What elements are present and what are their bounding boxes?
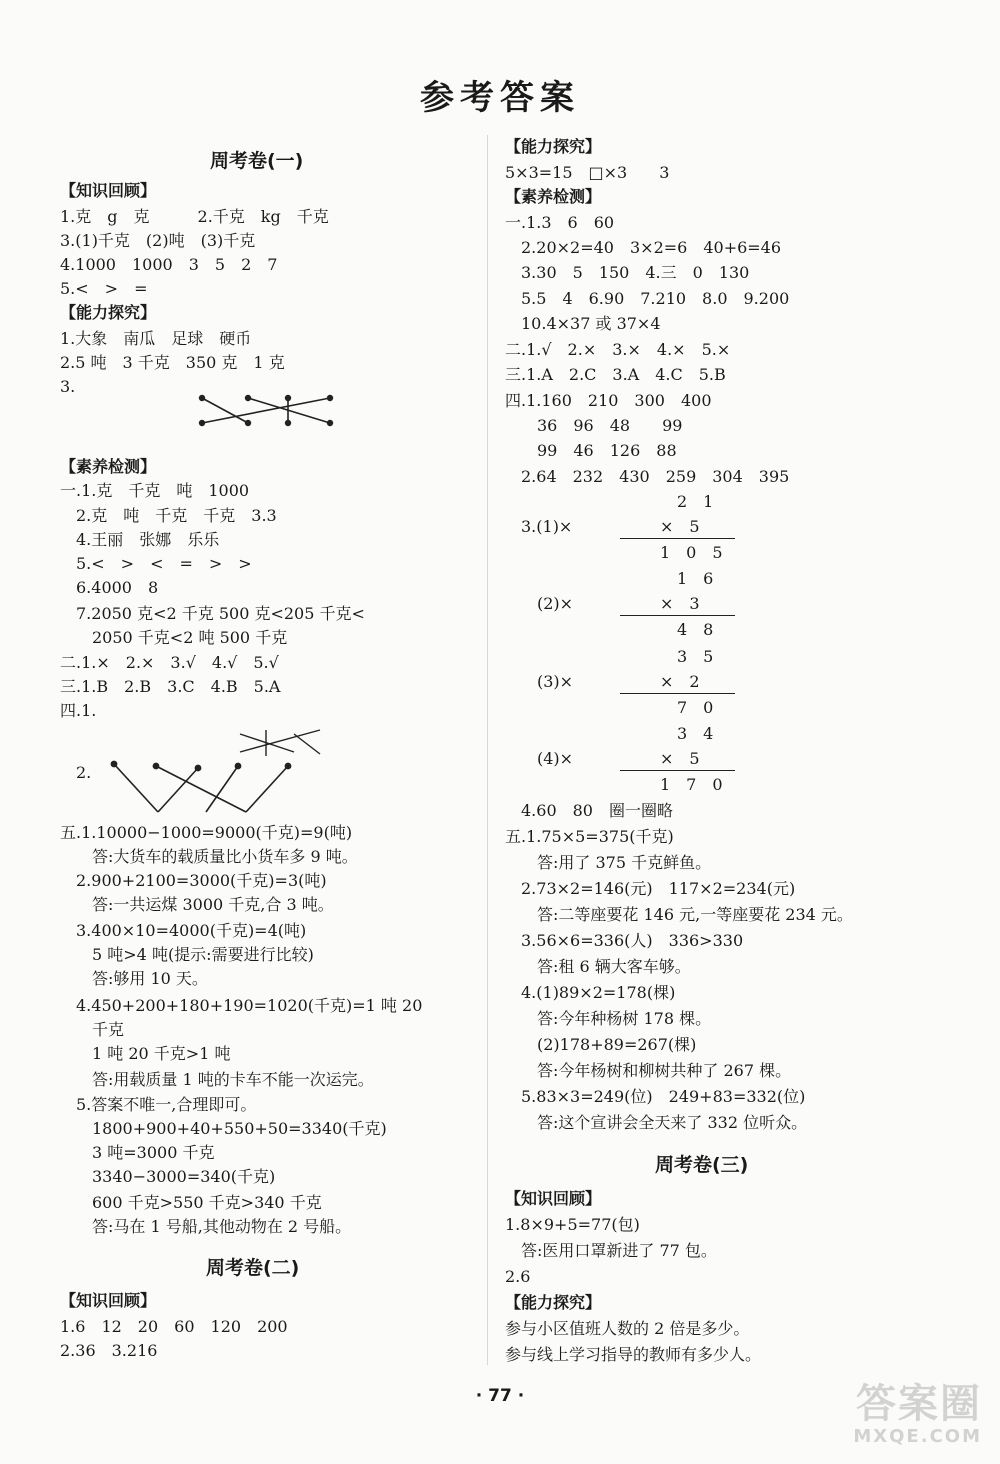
answer-line: 1.6 12 20 60 120 200 (60, 1317, 288, 1336)
calc-label: (4)× (505, 749, 574, 768)
heading-quality-test: 【素养检测】 (505, 187, 602, 206)
answer-line: 2.36 3.216 (60, 1341, 158, 1360)
answer-line: 答:用载质量 1 吨的卡车不能一次运完。 (60, 1070, 374, 1089)
answer-line: 5.83×3=249(位) 249+83=332(位) (505, 1087, 806, 1106)
calc-rule (620, 538, 735, 539)
answer-line: 99 46 126 88 (505, 441, 677, 460)
answer-line: 答:二等座要花 146 元,一等座要花 234 元。 (505, 905, 853, 924)
watermark-logo (832, 1382, 982, 1452)
vertical-calc-row: × 2 (660, 672, 700, 691)
answer-line: 1800+900+40+550+50=3340(千克) (60, 1119, 387, 1138)
answer-line: 参与线上学习指导的教师有多少人。 (505, 1345, 762, 1364)
heading-ability-explore: 【能力探究】 (505, 137, 602, 156)
answer-line: 答:今年杨树和柳树共种了 267 棵。 (505, 1061, 792, 1080)
answer-line: 答:大货车的载质量比小货车多 9 吨。 (60, 847, 358, 866)
answer-line: 4.(1)89×2=178(棵) (505, 983, 676, 1002)
answer-line: 三.1.B 2.B 3.C 4.B 5.A (60, 677, 281, 696)
answer-line: 2.64 232 430 259 304 395 (505, 467, 790, 486)
section-title-week2: 周考卷(二) (206, 1257, 300, 1279)
heading-knowledge-review: 【知识回顾】 (60, 1291, 157, 1310)
answer-line: 5 吨>4 吨(提示:需要进行比较) (60, 945, 314, 964)
heading-quality-test: 【素养检测】 (60, 457, 157, 476)
answer-line: 3.400×10=4000(千克)=4(吨) (60, 921, 307, 940)
page-number: · 77 · (475, 1386, 525, 1406)
answer-line: 四.1. (60, 701, 97, 720)
answer-line: 4.450+200+180+190=1020(千克)=1 吨 20 (60, 996, 423, 1015)
answer-line: 2.900+2100=3000(千克)=3(吨) (60, 871, 327, 890)
answer-line: 2.20×2=40 3×2=6 40+6=46 (505, 238, 782, 257)
answer-line: 3340−3000=340(千克) (60, 1167, 276, 1186)
vertical-calc-row: × 5 (660, 749, 700, 768)
answer-line: 1.克 g 克 2.千克 kg 千克 (60, 207, 329, 226)
answer-line: 答:马在 1 号船,其他动物在 2 号船。 (60, 1217, 352, 1236)
watermark-site: MXQE.COM (853, 1426, 982, 1447)
answer-line: 1.8×9+5=77(包) (505, 1215, 640, 1234)
vertical-calc-row: 3 4 (677, 724, 714, 743)
matching-lines-diagram-2 (236, 726, 326, 758)
answer-line: 2.克 吨 千克 千克 3.3 (60, 506, 277, 525)
heading-knowledge-review: 【知识回顾】 (60, 181, 157, 200)
answer-line: 3. (60, 377, 76, 396)
matching-lines-diagram-1 (200, 395, 340, 430)
vertical-calc-row: 4 8 (677, 620, 714, 639)
answer-line: 4.60 80 圈一圈略 (505, 801, 673, 820)
column-divider (487, 135, 488, 1365)
calc-rule (620, 770, 735, 771)
heading-ability-explore: 【能力探究】 (505, 1293, 602, 1312)
answer-line: 2. (60, 763, 92, 782)
answer-line: 5.5 4 6.90 7.210 8.0 9.200 (505, 289, 790, 308)
answer-line: 5.答案不唯一,合理即可。 (60, 1095, 257, 1114)
calc-label: (3)× (505, 672, 574, 691)
answer-line: 2.6 (505, 1267, 531, 1286)
answer-line: 5.< > < = > > (60, 554, 252, 573)
heading-ability-explore: 【能力探究】 (60, 303, 157, 322)
section-title-week3: 周考卷(三) (655, 1154, 749, 1176)
answer-line: 36 96 48 99 (505, 416, 683, 435)
answer-line: 10.4×37 或 37×4 (505, 314, 661, 333)
heading-knowledge-review: 【知识回顾】 (505, 1189, 602, 1208)
answer-line: 二.1.√ 2.× 3.× 4.× 5.× (505, 340, 731, 359)
answer-line: (2)178+89=267(棵) (505, 1035, 697, 1054)
answer-line: 答:这个宣讲会全天来了 332 位听众。 (505, 1113, 808, 1132)
answer-line: 五.1.75×5=375(千克) (505, 827, 674, 846)
answer-line: 千克 (60, 1020, 125, 1039)
answer-line: 答:医用口罩新进了 77 包。 (505, 1241, 717, 1260)
calc-label: (2)× (505, 594, 574, 613)
answer-line: 2.73×2=146(元) 117×2=234(元) (505, 879, 796, 898)
answer-line: 三.1.A 2.C 3.A 4.C 5.B (505, 365, 726, 384)
connecting-lines-diagram (110, 760, 340, 820)
answer-line: 3.30 5 150 4.三 0 130 (505, 263, 750, 282)
answer-line: 4.王丽 张娜 乐乐 (60, 530, 220, 549)
calc-label: 3.(1)× (505, 517, 573, 536)
answer-line: 3 吨=3000 千克 (60, 1143, 215, 1162)
answer-line: 1.大象 南瓜 足球 硬币 (60, 329, 252, 348)
answer-line: 答:租 6 辆大客车够。 (505, 957, 691, 976)
answer-line: 1 吨 20 千克>1 吨 (60, 1044, 231, 1063)
answer-line: 四.1.160 210 300 400 (505, 391, 712, 410)
answer-line: 4.1000 1000 3 5 2 7 (60, 255, 278, 274)
answer-line: 答:用了 375 千克鲜鱼。 (505, 853, 712, 872)
section-title-week1: 周考卷(一) (210, 150, 304, 172)
answer-line: 3.56×6=336(人) 336>330 (505, 931, 744, 950)
answer-line: 600 千克>550 千克>340 千克 (60, 1193, 322, 1212)
vertical-calc-row: 1 6 (677, 569, 714, 588)
watermark-text: 答案圈 (856, 1381, 982, 1427)
vertical-calc-row: 3 5 (677, 647, 714, 666)
answer-line: 答:够用 10 天。 (60, 969, 208, 988)
vertical-calc-row: 1 0 5 (660, 543, 723, 562)
page-title: 参考答案 (420, 78, 580, 118)
answer-line: 5.< > = (60, 279, 148, 298)
vertical-calc-row: 7 0 (677, 698, 714, 717)
calc-rule (620, 693, 735, 694)
answer-line: 一.1.克 千克 吨 1000 (60, 481, 250, 500)
vertical-calc-row: 1 7 0 (660, 775, 723, 794)
calc-rule (620, 615, 735, 616)
vertical-calc-row: 2 1 (677, 492, 714, 511)
answer-line: 答:一共运煤 3000 千克,合 3 吨。 (60, 895, 334, 914)
answer-line: 6.4000 8 (60, 578, 159, 597)
answer-line: 2.5 吨 3 千克 350 克 1 克 (60, 353, 285, 372)
answer-line: 一.1.3 6 60 (505, 213, 615, 232)
answer-line: 二.1.× 2.× 3.√ 4.√ 5.√ (60, 653, 279, 672)
vertical-calc-row: × 5 (660, 517, 700, 536)
answer-line: 5×3=15 □×3 3 (505, 163, 670, 182)
answer-line: 参与小区值班人数的 2 倍是多少。 (505, 1319, 750, 1338)
answer-line: 3.(1)千克 (2)吨 (3)千克 (60, 231, 256, 250)
answer-line: 答:今年种杨树 178 棵。 (505, 1009, 712, 1028)
answer-line: 五.1.10000−1000=9000(千克)=9(吨) (60, 823, 353, 842)
answer-line: 2050 千克<2 吨 500 千克 (60, 628, 288, 647)
vertical-calc-row: × 3 (660, 594, 700, 613)
answer-line: 7.2050 克<2 千克 500 克<205 千克< (60, 604, 365, 623)
